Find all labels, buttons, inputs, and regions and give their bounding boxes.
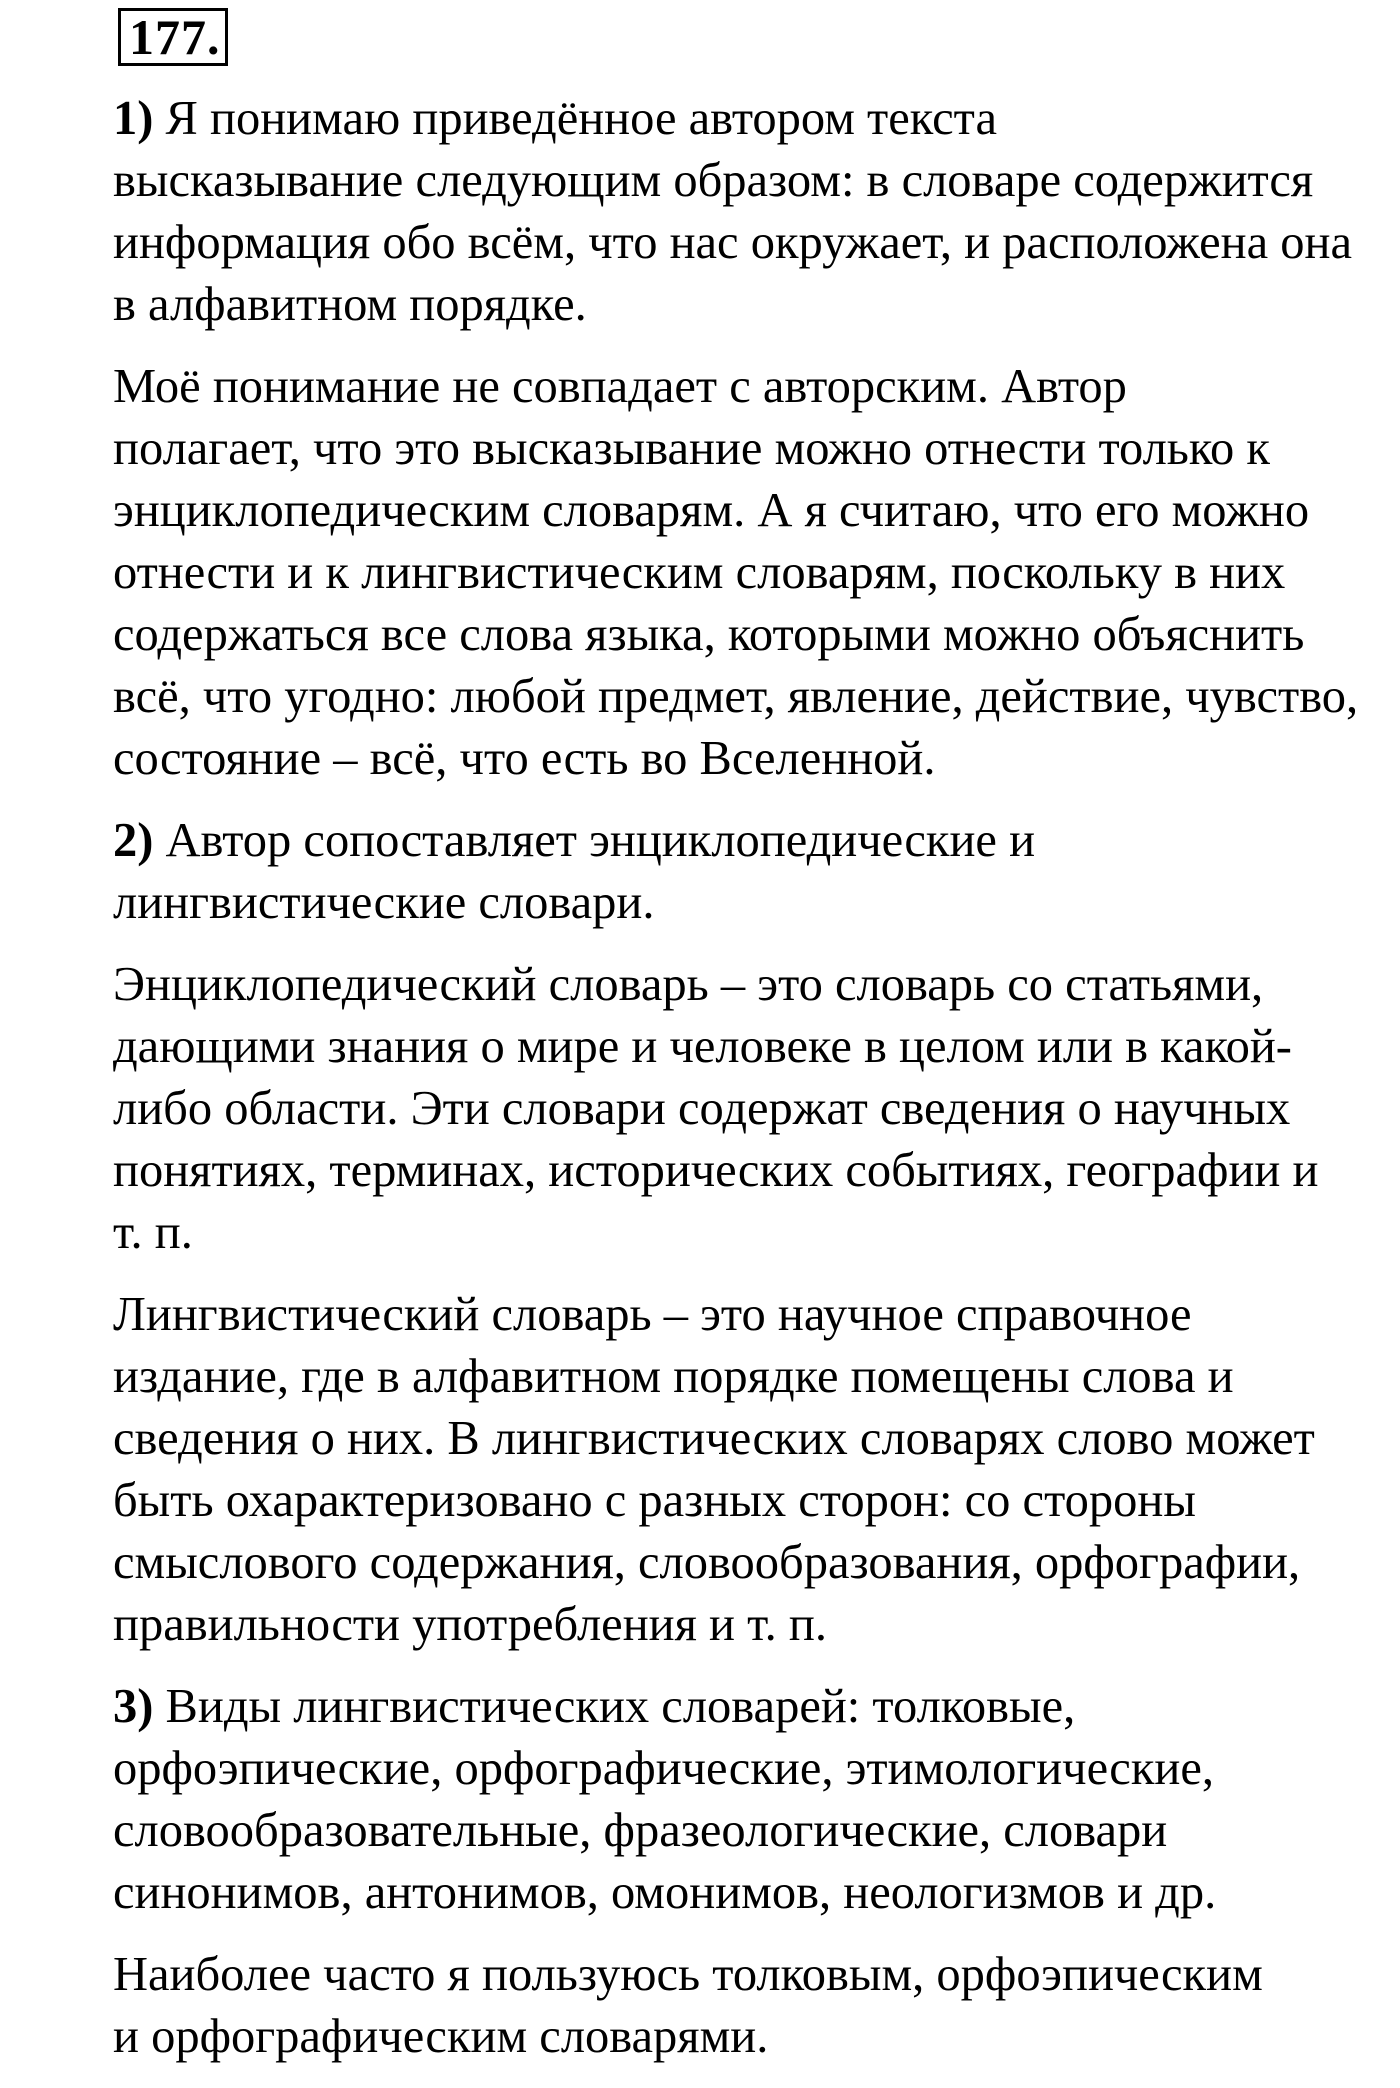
text-line: быть охарактеризовано с разных сторон: со стороны xyxy=(113,1474,1196,1527)
text-line: отнести и к лингвистическим словарям, поскольку в них xyxy=(113,546,1286,599)
text-line: т. п. xyxy=(113,1206,193,1259)
text-line: Энциклопедический словарь – это словарь со статьями, xyxy=(113,958,1264,1011)
paragraph xyxy=(5,356,1400,790)
text-line: орфоэпические, орфографические, этимологические, xyxy=(113,1742,1215,1795)
text-line: правильности употребления и т. п. xyxy=(113,1598,828,1651)
paragraph xyxy=(5,1944,1400,2068)
text-line: 1) Я понимаю приведённое автором текста xyxy=(113,92,997,145)
text-line: информация обо всём, что нас окружает, и расположена она xyxy=(113,216,1353,269)
task-number-box: 177. xyxy=(118,8,228,66)
item-number: 2) xyxy=(113,814,154,867)
text-line: и орфографическим словарями. xyxy=(113,2010,769,2063)
text-line: 3) Виды лингвистических словарей: толковые, xyxy=(113,1680,1076,1733)
paragraph xyxy=(5,88,1400,336)
text-line: Наиболее часто я пользуюсь толковым, орфоэпическим xyxy=(113,1948,1263,2001)
text-line: издание, где в алфавитном порядке помещены слова и xyxy=(113,1350,1234,1403)
text-line: дающими знания о мире и человеке в целом или в какой- xyxy=(113,1020,1292,1073)
text-line: сведения о них. В лингвистических словарях слово может xyxy=(113,1412,1315,1465)
text-line: всё, что угодно: любой предмет, явление, действие, чувство, xyxy=(113,670,1359,723)
text-line: высказывание следующим образом: в словаре содержится xyxy=(113,154,1314,207)
text-line: состояние – всё, что есть во Вселенной. xyxy=(113,732,936,785)
text-line: понятиях, терминах, исторических событиях, географии и xyxy=(113,1144,1319,1197)
text-line: синонимов, антонимов, омонимов, неологизмов и др. xyxy=(113,1866,1217,1919)
text-line: лингвистические словари. xyxy=(113,876,655,929)
text-line: энциклопедическим словарям. А я считаю, что его можно xyxy=(113,484,1310,537)
text-line: смыслового содержания, словообразования, орфографии, xyxy=(113,1536,1301,1589)
answer-text xyxy=(5,88,1400,2088)
text-line: Лингвистический словарь – это научное справочное xyxy=(113,1288,1192,1341)
paragraph xyxy=(5,954,1400,1264)
text-line: либо области. Эти словари содержат сведения о научных xyxy=(113,1082,1291,1135)
text-line: содержаться все слова языка, которыми можно объяснить xyxy=(113,608,1305,661)
text-line: Моё понимание не совпадает с авторским. Автор xyxy=(113,360,1127,413)
paragraph xyxy=(5,1284,1400,1656)
text-line: в алфавитном порядке. xyxy=(113,278,587,331)
text-line: словообразовательные, фразеологические, словари xyxy=(113,1804,1168,1857)
paragraph xyxy=(5,1676,1400,1924)
text-line: полагает, что это высказывание можно отнести только к xyxy=(113,422,1270,475)
item-number: 1) xyxy=(113,92,154,145)
paragraph xyxy=(5,810,1400,934)
item-number: 3) xyxy=(113,1680,154,1733)
text-line: 2) Автор сопоставляет энциклопедические и xyxy=(113,814,1036,867)
